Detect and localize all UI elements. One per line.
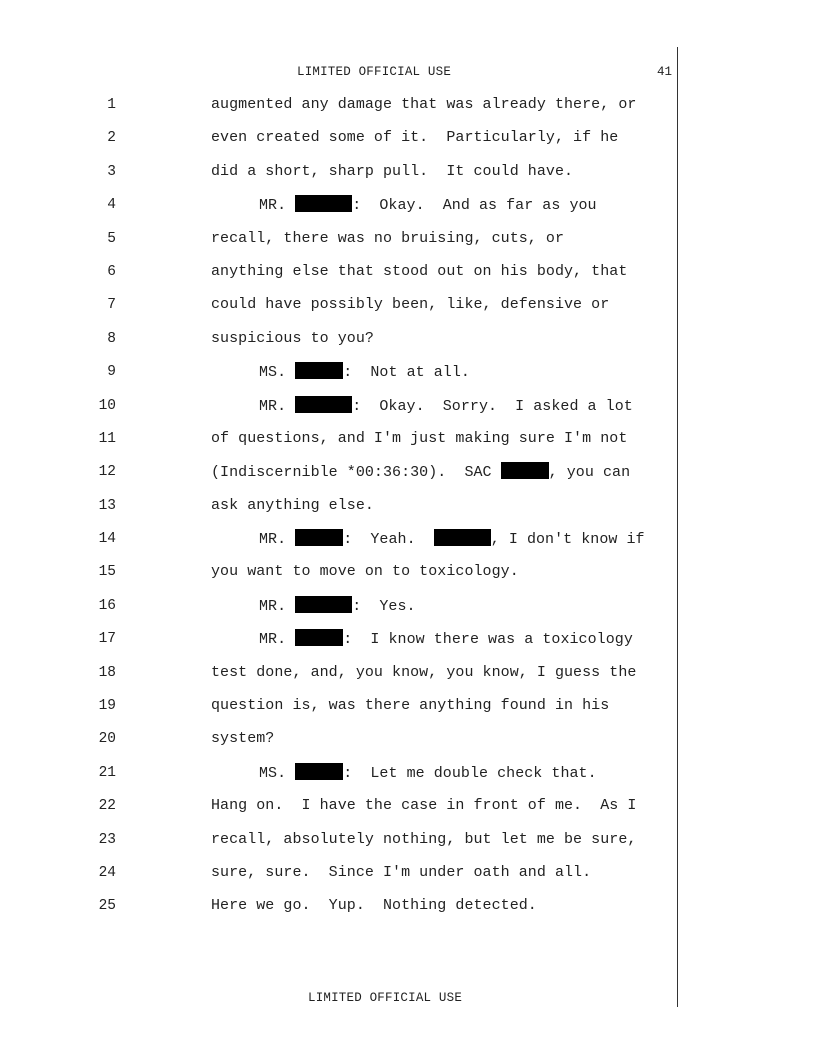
line-text: , I don't know if [490,531,645,549]
line-text: Hang on. I have the case in front of me. As I [211,797,637,815]
transcript-line [0,493,816,526]
line-number: 1 [107,97,116,113]
speaker-title: MS. [259,764,296,782]
speaker-line [259,763,597,784]
transcript-line [0,526,816,559]
line-text: , you can [548,464,631,482]
speaker-title: MS. [259,364,296,382]
transcript-line [0,793,816,826]
line-number: 23 [98,831,116,848]
transcript-line [0,726,816,759]
line-number: 12 [98,464,116,481]
speaker-title: MR. [259,197,296,215]
line-number: 3 [107,163,116,180]
line-text: : Okay. And as far as you [352,197,597,215]
speaker-line [259,195,597,216]
redaction-box [295,763,343,780]
transcript-line [0,226,816,259]
speaker-title: MR. [259,397,296,415]
line-number: 2 [107,130,116,147]
line-text: : Yeah. [343,531,434,549]
line-number: 13 [98,497,116,514]
speaker-title: MR. [259,531,296,549]
line-number: 17 [98,631,116,648]
transcript-line [0,259,816,292]
speaker-line [259,362,470,383]
line-text: : Okay. Sorry. I asked a lot [352,397,633,415]
transcript-line [0,159,816,192]
line-number: 8 [107,330,116,347]
redaction-box [295,529,343,546]
redaction-box [295,629,343,646]
redaction-box [501,462,549,479]
line-number: 19 [98,698,116,715]
transcript-line [0,92,816,125]
line-text: recall, there was no bruising, cuts, or [211,229,565,247]
line-text: suspicious to you? [211,329,374,347]
line-text: augmented any damage that was already there, or [211,96,637,113]
speaker-title: MR. [259,631,296,649]
transcript-line [0,292,816,325]
footer-classification: LIMITED OFFICIAL USE [308,991,463,1005]
transcript-line [0,693,816,726]
line-text: could have possibly been, like, defensive or [211,296,610,314]
transcript-line [0,626,816,659]
speaker-line [259,596,416,617]
transcript-line [0,359,816,392]
line-text: ask anything else. [211,496,374,514]
line-number: 24 [98,864,116,881]
line-text: you want to move on to toxicology. [211,563,519,581]
line-number: 14 [98,531,116,548]
line-number: 10 [98,397,116,414]
line-number: 7 [107,297,116,314]
transcript-line [0,760,816,793]
transcript-line [0,426,816,459]
page-number: 41 [656,65,672,79]
redaction-box [295,596,352,613]
line-text-with-redaction [211,462,630,483]
transcript-line [0,125,816,158]
line-text: test done, and, you know, you know, I guess the [211,663,637,681]
line-number: 16 [98,597,116,614]
line-text: even created some of it. Particularly, if he [211,129,619,147]
line-number: 5 [107,230,116,247]
transcript-line [0,393,816,426]
header-classification: LIMITED OFFICIAL USE [297,65,452,79]
transcript-line [0,593,816,626]
transcript-line [0,192,816,225]
line-text: system? [211,730,275,748]
speaker-line [259,629,633,650]
line-text: anything else that stood out on his body, that [211,262,628,280]
transcript-line [0,660,816,693]
transcript-line [0,459,816,492]
line-number: 6 [107,263,116,280]
transcript-line [0,827,816,860]
line-number: 20 [98,731,116,748]
line-number: 11 [98,430,116,447]
line-text: (Indiscernible *00:36:30). SAC [211,464,501,482]
line-number: 9 [107,364,116,381]
redaction-box [434,529,491,546]
speaker-title: MR. [259,597,296,615]
line-text: did a short, sharp pull. It could have. [211,162,574,180]
line-text: recall, absolutely nothing, but let me be sure, [211,830,637,848]
line-number: 4 [107,197,116,214]
speaker-line [259,396,633,417]
transcript-line [0,559,816,592]
transcript-body [0,92,816,927]
line-text: : Not at all. [343,364,470,382]
redaction-box [295,362,343,379]
speaker-line [259,529,645,550]
line-text: question is, was there anything found in his [211,697,610,715]
line-text: sure, sure. Since I'm under oath and all. [211,863,592,881]
line-text: Here we go. Yup. Nothing detected. [211,897,537,915]
line-text: : I know there was a toxicology [343,631,633,649]
transcript-line [0,893,816,926]
line-number: 18 [98,664,116,681]
transcript-line [0,326,816,359]
line-text: : Yes. [352,597,416,615]
transcript-line [0,860,816,893]
line-number: 22 [98,798,116,815]
redaction-box [295,396,352,413]
line-number: 25 [98,898,116,915]
line-text: : Let me double check that. [343,764,597,782]
line-text: of questions, and I'm just making sure I'm not [211,429,628,447]
redaction-box [295,195,352,212]
line-number: 15 [98,564,116,581]
line-number: 21 [98,764,116,781]
